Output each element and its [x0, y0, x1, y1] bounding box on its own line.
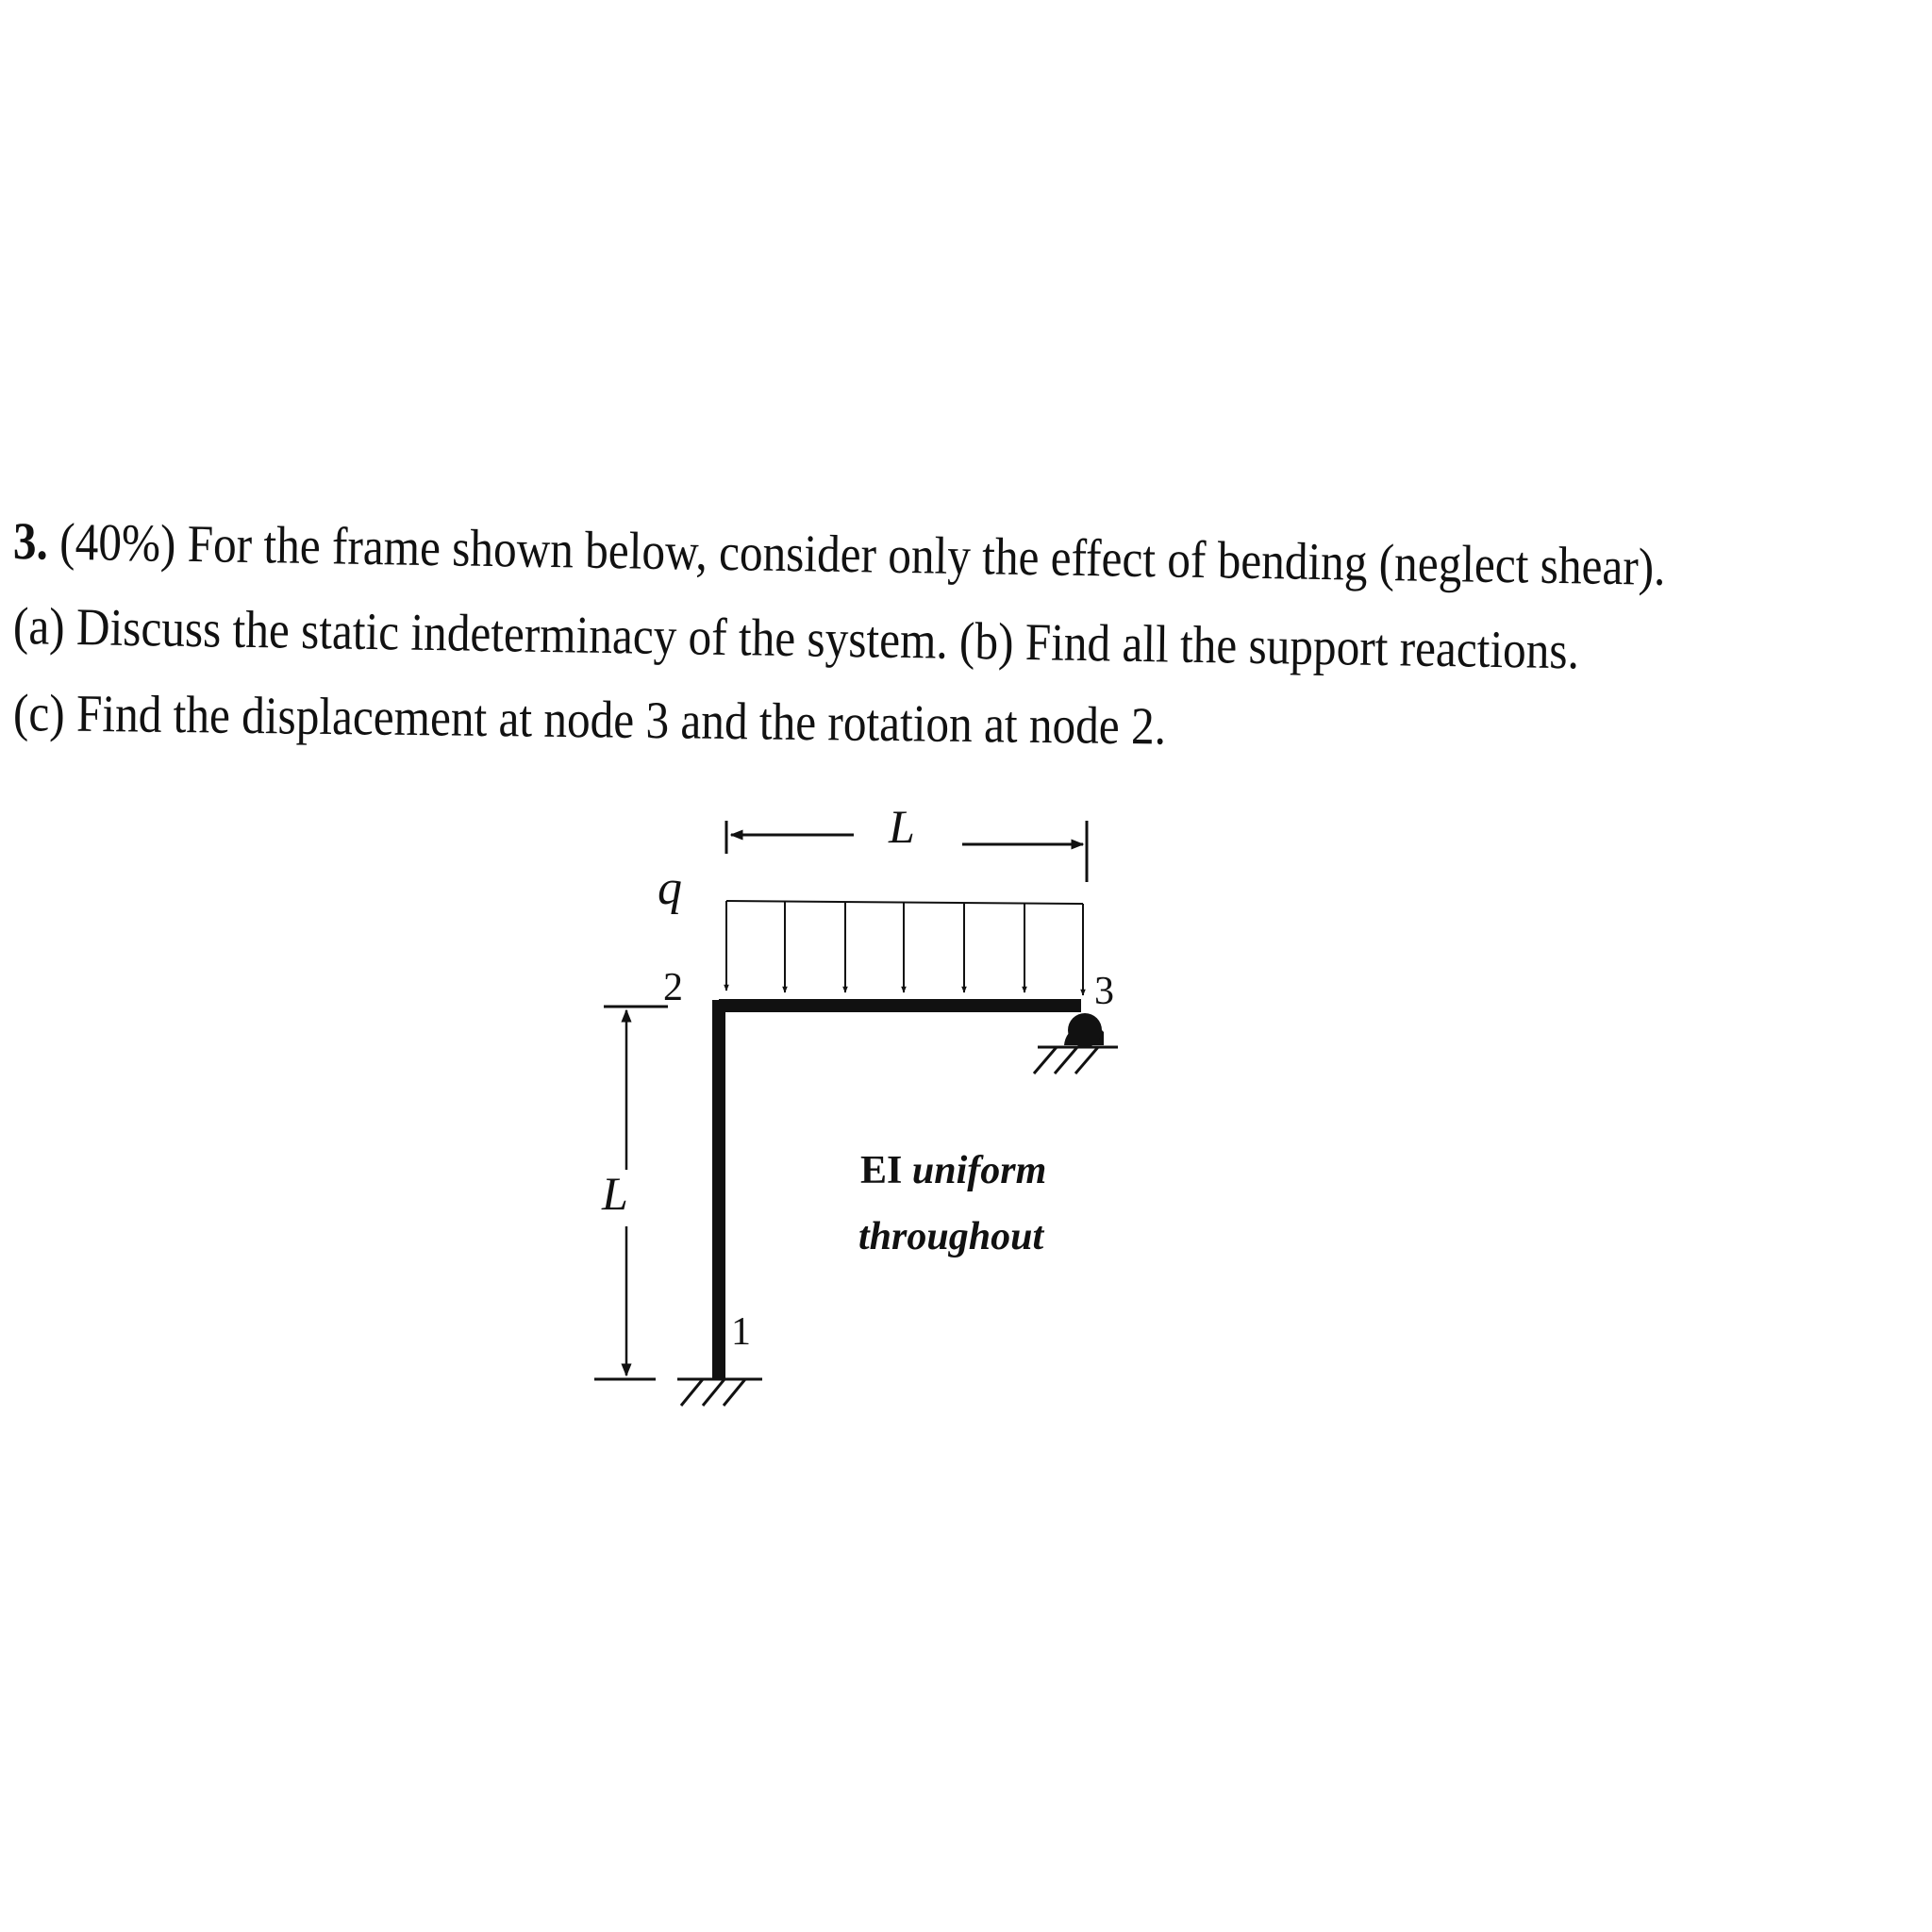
left-dimension: [594, 1007, 668, 1379]
node-1-label: 1: [731, 1310, 751, 1354]
note-ei-uniform: [858, 1149, 1046, 1258]
node-2-label: 2: [663, 966, 683, 1009]
problem-number: 3.: [12, 512, 49, 572]
distributed-load: [658, 861, 1083, 995]
problem-line-2: (a) Discuss the static indeterminacy of the system. (b) Find all the support reactions.: [12, 597, 1580, 681]
top-dimension: [726, 800, 1087, 882]
note-uniform: uniform: [911, 1149, 1047, 1192]
note-ei: EI: [860, 1149, 903, 1192]
left-dimension-label: L: [602, 1167, 628, 1220]
problem-line-3: (c) Find the displacement at node 3 and the rotation at node 2.: [12, 684, 1167, 757]
pin-support-3: [1034, 1013, 1118, 1074]
problem-line-1-text: (40%) For the frame shown below, consider only the effect of bending (neglect shear).: [47, 512, 1666, 597]
fixed-support-1: [677, 1379, 762, 1406]
top-dimension-label: L: [889, 800, 915, 853]
node-3-label: 3: [1094, 970, 1114, 1013]
load-label-q: q: [658, 861, 682, 915]
note-throughout: throughout: [858, 1215, 1044, 1258]
svg-text:EI uniform: [860, 1149, 1046, 1192]
